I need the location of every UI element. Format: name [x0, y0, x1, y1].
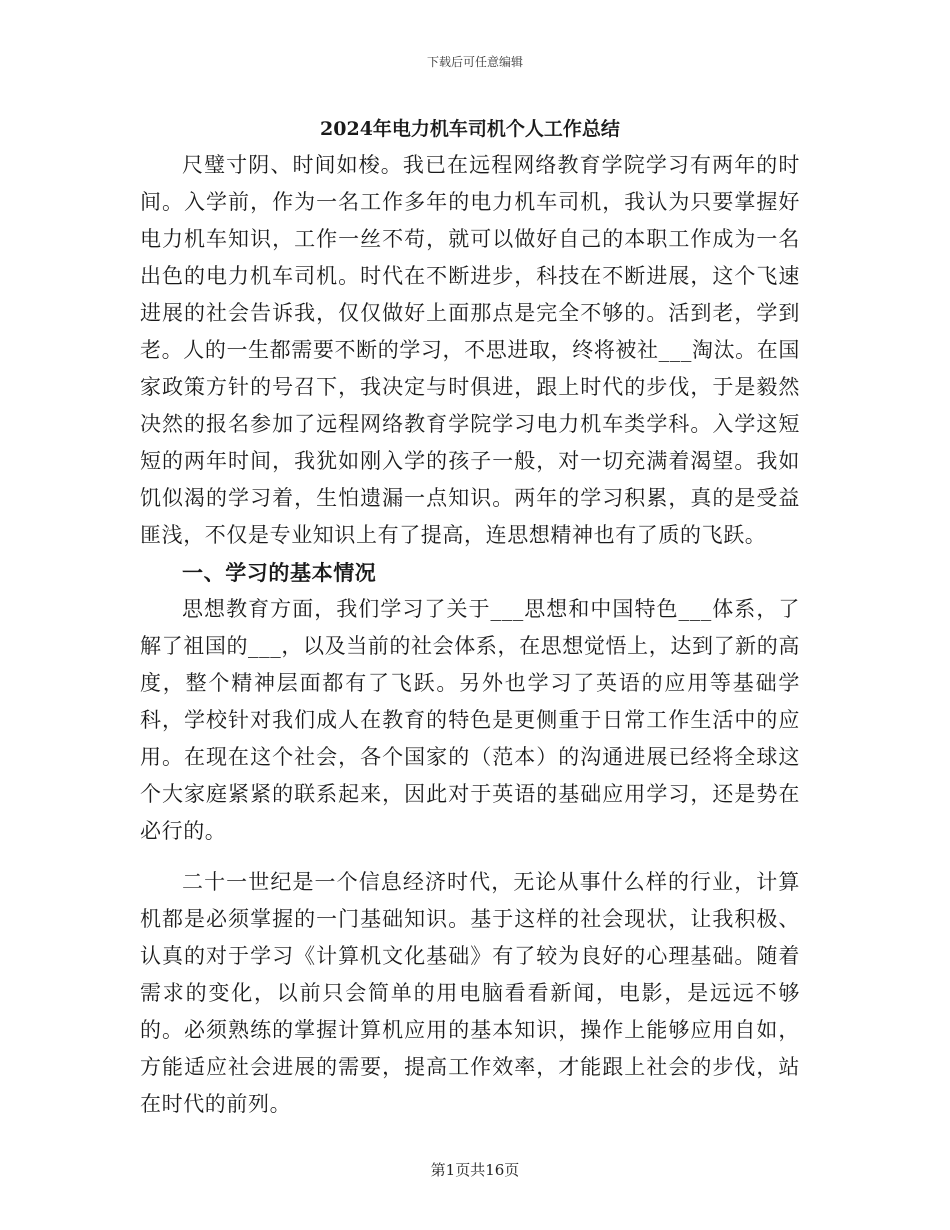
- document-title: 2024年电力机车司机个人工作总结: [320, 118, 620, 140]
- document-body: [140, 111, 800, 1123]
- paragraph-ideological-education: 思想教育方面，我们学习了关于___思想和中国特色___体系，了解了祖国的___，以及当前的社会体系，在思想觉悟上，达到了新的高度，整个精神层面都有了飞跃。另外也学习了英语的应用等基础学科，学校针对我们成人在教育的特色是更侧重于日常工作生活中的应用。在现在这个社会，各个国家的（范本）的沟通进展已经将全球这个大家庭紧紧的联系起来，因此对于英语的基础应用学习，还是势在必行的。: [140, 597, 800, 843]
- paragraph-gap: [140, 850, 800, 864]
- section-heading-learning: 一、学习的基本情况: [182, 560, 377, 585]
- header-note: 下载后可任意编辑: [426, 55, 523, 69]
- intro-paragraph: 尺璧寸阴、时间如梭。我已在远程网络教育学院学习有两年的时间。入学前，作为一名工作多年的电力机车司机，我认为只要掌握好电力机车知识，工作一丝不苟，就可以做好自己的本职工作成为一名出色的电力机车司机。时代在不断进步，科技在不断进展，这个飞速进展的社会告诉我，仅仅做好上面那点是完全不够的。活到老，学到老。人的一生都需要不断的学习，不思进取，终将被社___淘汰。在国家政策方针的号召下，我决定与时俱进，跟上时代的步伐，于是毅然决然的报名参加了远程网络教育学院学习电力机车类学科。入学这短短的两年时间，我犹如刚入学的孩子一般，对一切充满着渴望。我如饥似渴的学习着，生怕遗漏一点知识。两年的学习积累，真的是受益匪浅，不仅是专业知识上有了提高，连思想精神也有了质的飞跃。: [140, 153, 800, 547]
- page-indicator: 第1页共16页: [430, 1161, 520, 1179]
- paragraph-computer-basics: 二十一世纪是一个信息经济时代，无论从事什么样的行业，计算机都是必须掌握的一门基础知识。基于这样的社会现状，让我积极、认真的对于学习《计算机文化基础》有了较为良好的心理基础。随着需求的变化，以前只会简单的用电脑看看新闻，电影，是远远不够的。必须熟练的掌握计算机应用的基本知识，操作上能够应用自如，方能适应社会进展的需要，提高工作效率，才能跟上社会的步伐，站在时代的前列。: [140, 870, 800, 1116]
